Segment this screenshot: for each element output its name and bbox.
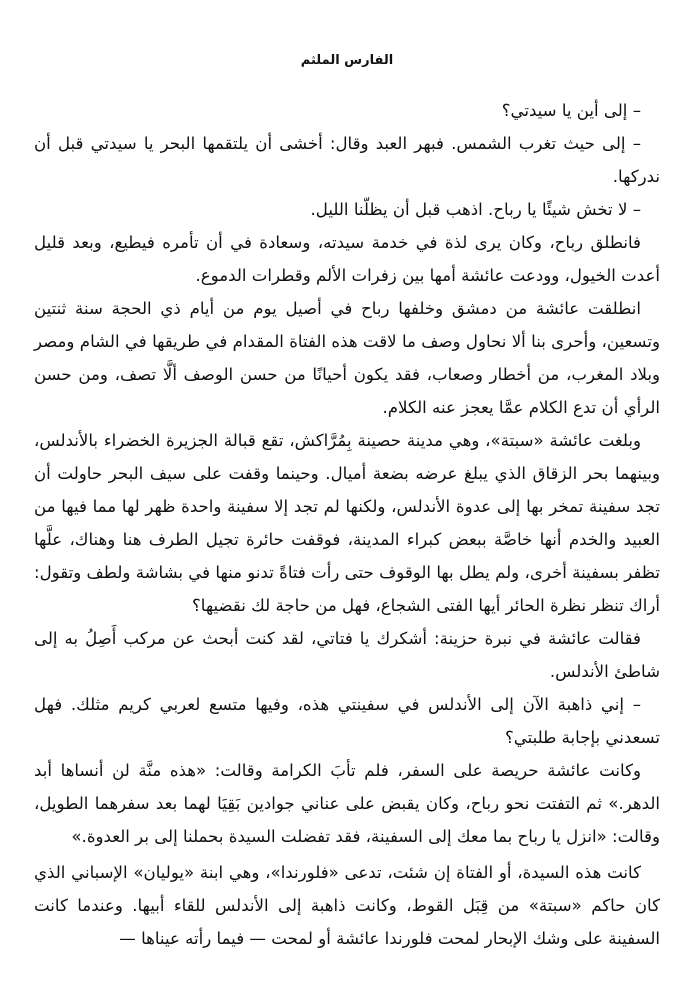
paragraph-5: انطلقت عائشة من دمشق وخلفها رباح في أصيل يوم من أيام ذي الحجة سنة ثنتين وتسعين، وأحرى بنا ألا نحاول وصف ما لاقت هذه الفتاة المقدام في طريقها في الشام ومصر وبلاد المغرب، من أخطار وصعاب، فقد يكون أحيانًا من حسن الوصف ألَّا تصف، ومن حسن الرأي أن تدع الكلام عمَّا يعجز عنه الكلام. — [34, 299, 660, 417]
paragraph-4: فانطلق رباح، وكان يرى لذة في خدمة سيدته، وسعادة في أن تأمره فيطيع، وبعد قليل أعدت الخيول، وودعت عائشة أمها بين زفرات الألم وقطرات الدموع. — [34, 233, 660, 285]
paragraph-9: وكانت عائشة حريصة على السفر، فلم تأبَ الكرامة وقالت: «هذه منَّة لن أنساها أبد الدهر.» ثم التفتت نحو رباح، وكان يقبض على عناني جوادين بَقِيَا لهما بعد سفرهما الطويل، وقالت: «انزل يا رباح بما معك إلى السفينة، فقد تفضلت السيدة بحملنا إلى بر العدوة.» — [34, 761, 660, 846]
running-header: الفارس الملثم — [300, 53, 394, 68]
paragraph-1: – إلى أين يا سيدتي؟ — [501, 101, 641, 120]
paragraph-8: – إني ذاهبة الآن إلى الأندلس في سفينتي هذه، وفيها متسع لعربي كريم مثلك. فهل تسعدني بإجابة طلبتي؟ — [34, 695, 660, 747]
paragraph-2: – إلى حيث تغرب الشمس. فبهر العبد وقال: أخشى أن يلتقمها البحر يا سيدتي قبل أن ندركها. — [34, 134, 660, 186]
paragraph-3: – لا تخش شيئًا يا رباح. اذهب قبل أن يظلّنا الليل. — [310, 200, 641, 219]
paragraph-7: فقالت عائشة في نبرة حزينة: أشكرك يا فتاتي، لقد كنت أبحث عن مركب أَصِلُ به إلى شاطئ الأندلس. — [34, 629, 660, 681]
body-text — [34, 94, 660, 955]
paragraph-10: كانت هذه السيدة، أو الفتاة إن شئت، تدعى «فلورندا»، وهي ابنة «يوليان» الإسباني الذي كان حاكم «سبتة» من قِبَل القوط، وكانت ذاهبة إلى الأندلس للقاء أبيها. وعندما كانت السفينة على وشك الإبحار لمحت فلورندا عائشة أو لمحت — فيما رأته عيناها — — [34, 863, 660, 948]
paragraph-6: وبلغت عائشة «سبتة»، وهي مدينة حصينة بِمُرَّاكش، تقع قبالة الجزيرة الخضراء بالأندلس، وبينهما بحر الزقاق الذي يبلغ عرضه بضعة أميال. وحينما وقفت على سيف البحر حاولت أن تجد سفينة تمخر بها إلى عدوة الأندلس، ولكنها لم تجد إلا سفينة واحدة ظهر لها مما فيها من العبيد والخدم أنها خاصَّة ببعض كبراء المدينة، فوقفت حائرة تجيل الطرف هنا وهناك، علَّها تظفر بسفينة أخرى، ولم يطل بها الوقوف حتى رأت فتاةً تدنو منها في بشاشة ولطف وتقول: أراك تنظر نظرة الحائر أيها الفتى الشجاع، فهل من حاجة لك نقضيها؟ — [34, 431, 660, 615]
